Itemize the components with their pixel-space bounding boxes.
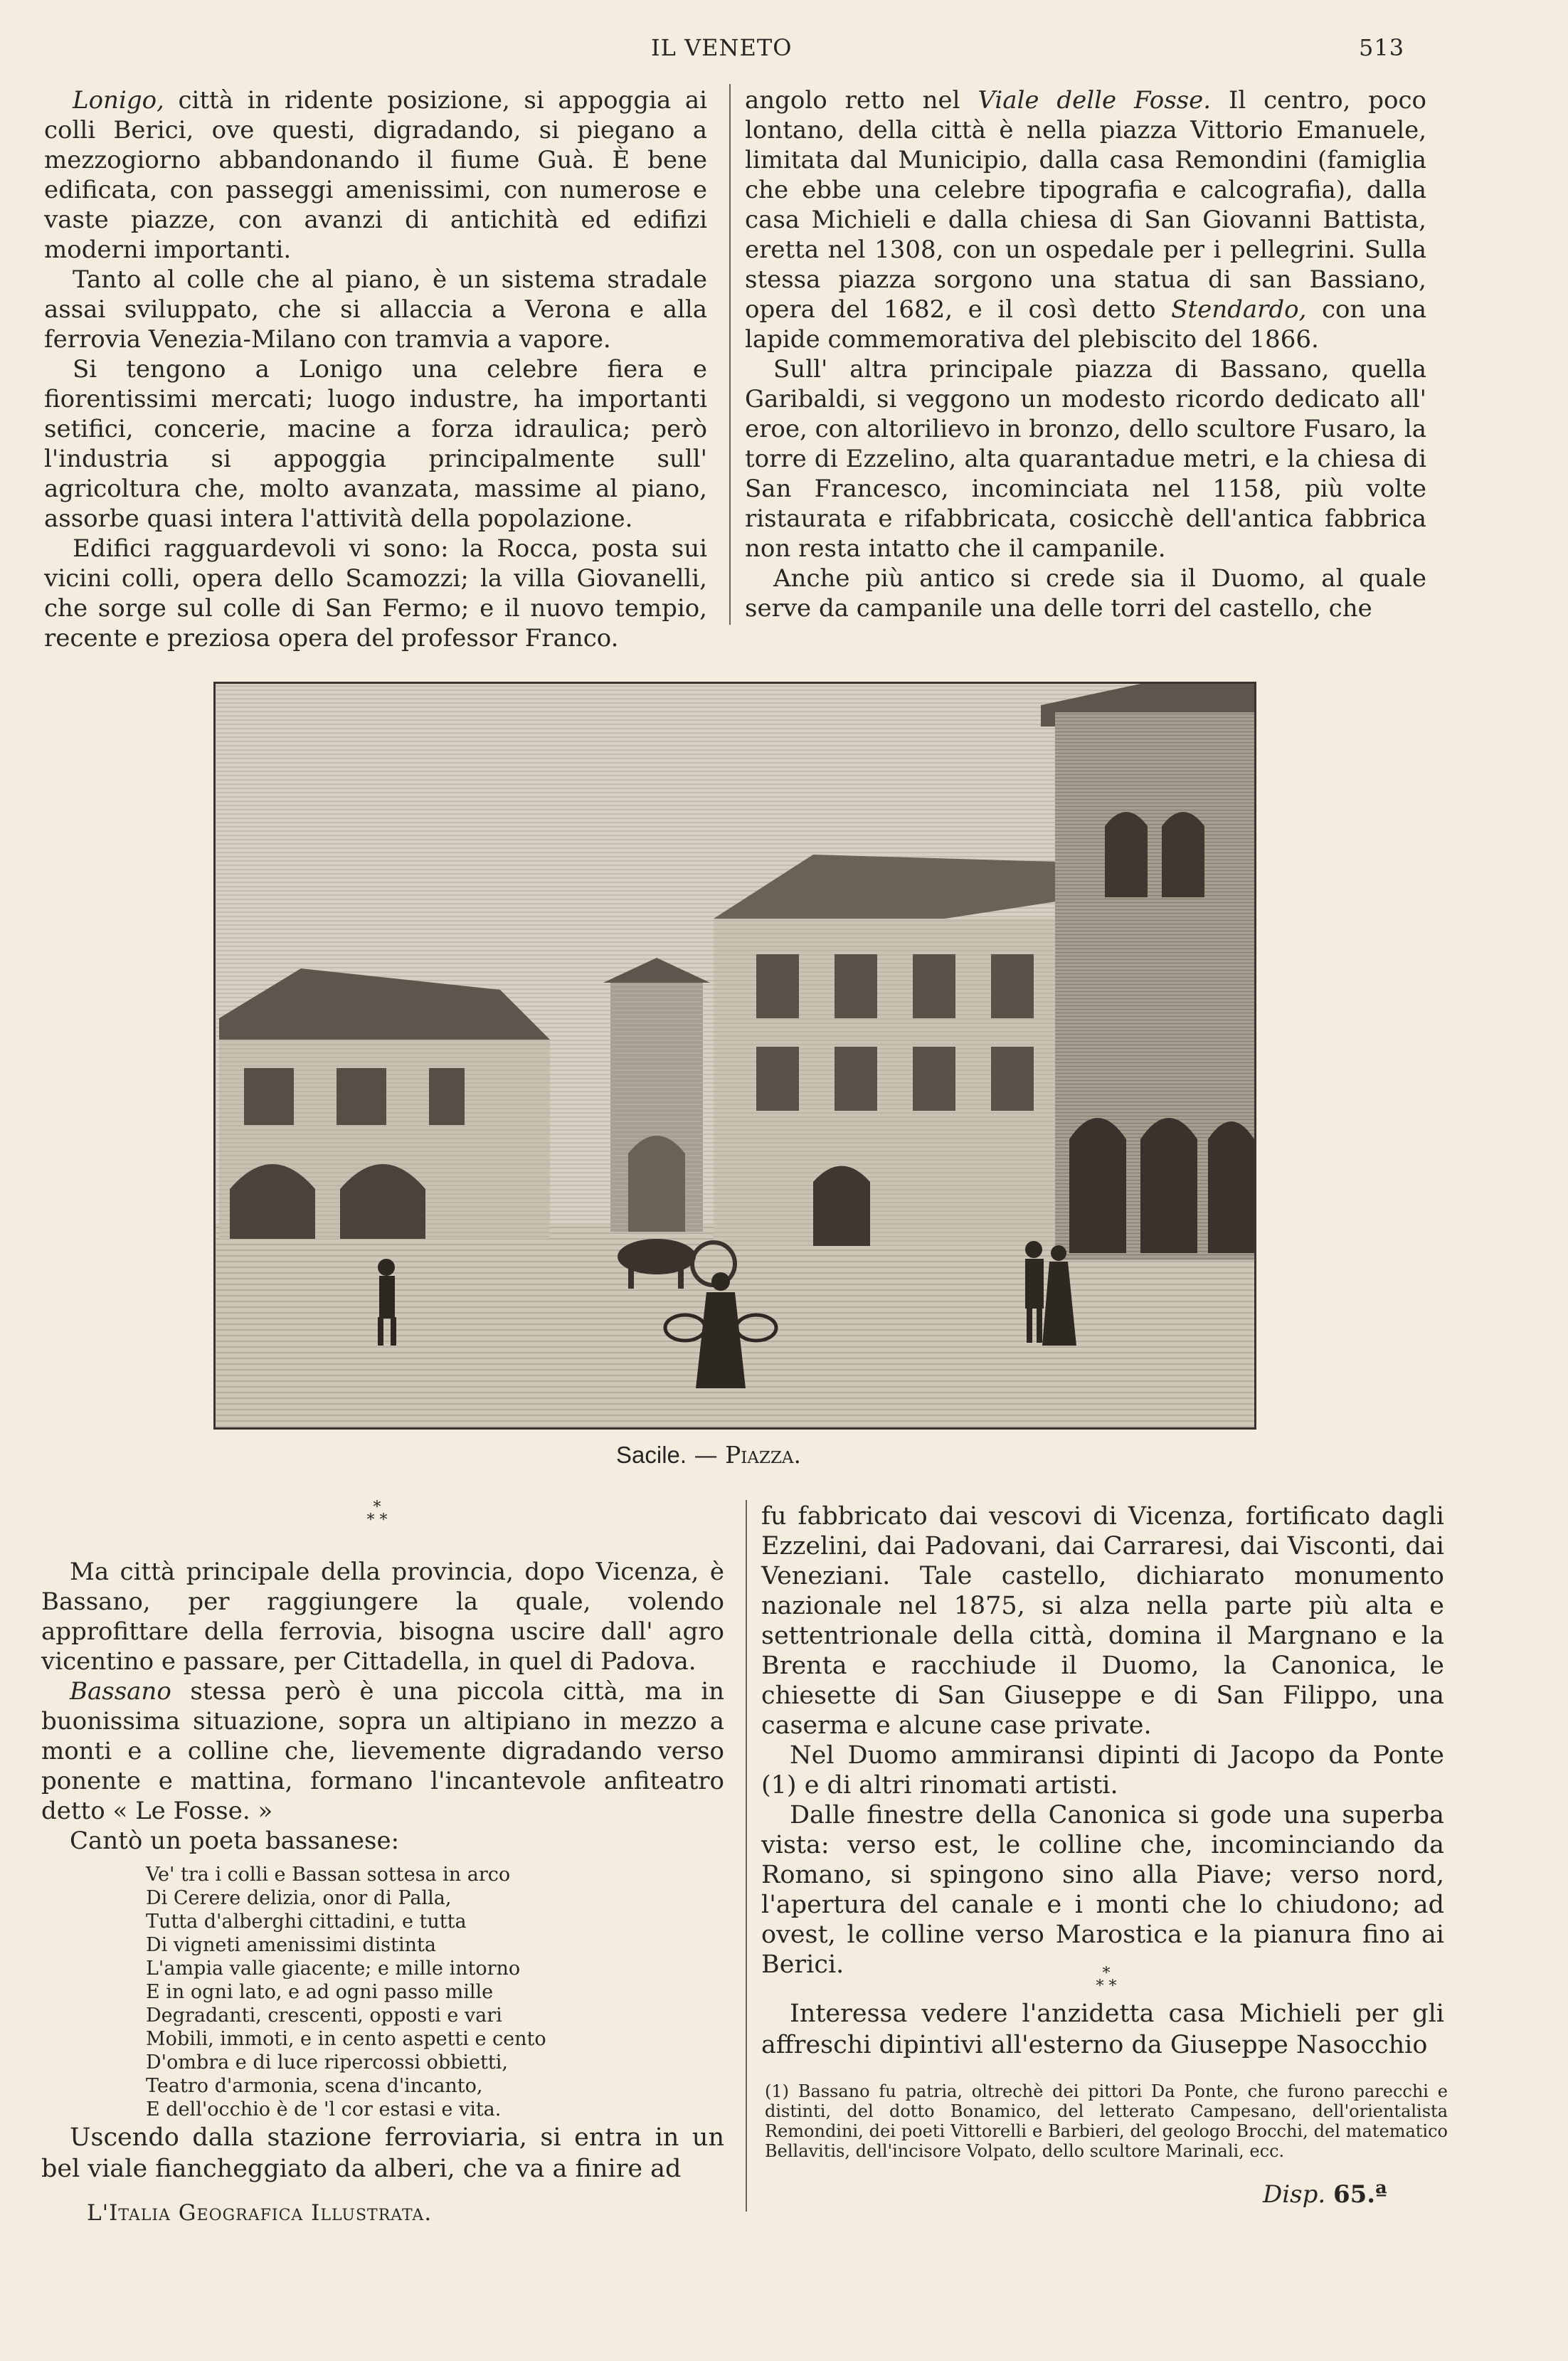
column-left-top: [44, 85, 707, 653]
paragraph-castello: fu fabbricato dai vescovi di Vicenza, fortificato dagli Ezzelini, dai Padovani, dai Carraresi, dai Visconti, dai Veneziani. Tale castello, dichiarato monumento nazionale nel 1875, si alza nella parte più alta e settentrionale della città, domina il Margnano e la Brenta e racchiude il Duomo, la Canonica, le chiesette di San Giuseppe e di San Filippo, una caserma e alcune case private.: [761, 1502, 1444, 1740]
paragraph-duomo: Anche più antico si crede sia il Duomo, al quale serve da campanile una delle torri del castello, che: [745, 564, 1426, 623]
street-name: Viale delle Fosse.: [978, 86, 1212, 115]
paragraph-buildings: Edifici ragguardevoli vi sono: la Rocca, posta sui vicini colli, opera dello Scamozzi; la villa Giovanelli, che sorge sul colle di San Fermo; e il nuovo tempio, recente e preziosa opera del professor Franco.: [44, 534, 707, 653]
paragraph-poet: Cantò un poeta bassanese:: [70, 1827, 400, 1855]
section-asterisks: * * *: [366, 1499, 388, 1529]
dispensa-label: Disp.: [1263, 2180, 1326, 2209]
publication-title: L'Italia Geografica Illustrata.: [87, 2200, 433, 2226]
text-segment: con una lapide commemorativa del plebiscito del 1866.: [745, 295, 1426, 354]
poem-line: Ve' tra i colli e Bassan sottesa in arco: [146, 1864, 511, 1886]
paragraph-lonigo: città in ridente posizione, si appoggia ai colli Berici, ove questi, digradando, si piegano a mezzogiorno abbandonando il fiume Guà. È bene edificata, con passeggi amenissimi, con numerose e vaste piazze, con avanzi di antichità ed edifizi moderni importanti.: [44, 86, 708, 264]
section-asterisks-right: * * *: [1096, 1965, 1117, 1995]
footnote-text: (1) Bassano fu patria, oltrechè dei pittori Da Ponte, che furono parecchi e distinti, del dotto Bonamico, del letterato Campesano, dell'orientalista Remondini, dei poeti Vittorelli e Barbieri, del geologo Brocchi, del matematico Bellavitis, dell'incisore Volpato, dello scultore Marinali, ecc.: [765, 2081, 1448, 2161]
piazza-illustration: [216, 684, 1254, 1427]
running-title: IL VENETO: [651, 34, 793, 61]
poem-line: E dell'occhio è de 'l cor estasi e vita.: [146, 2098, 502, 2120]
column-right-top: [745, 85, 1426, 623]
engraving-sacile-piazza: [213, 682, 1256, 1430]
dispensa: [1263, 2180, 1387, 2209]
poem-line: Tutta d'alberghi cittadini, e tutta: [146, 1911, 467, 1933]
column-right-bottom: [761, 1501, 1444, 1980]
paragraph-duomo-paintings: Nel Duomo ammiransi dipinti di Jacopo da Ponte (1) e di altri rinomati artisti.: [761, 1741, 1444, 1800]
paragraph-station: [41, 2122, 724, 2185]
paragraph-bassano: stessa però è una piccola città, ma in buonissima situazione, sopra un altipiano in mezzo a monti e a colline che, lievemente digradando verso ponente e mattina, formano l'incantevole anfiteatro detto « Le Fosse. »: [41, 1677, 724, 1825]
text-segment: angolo retto nel: [745, 86, 960, 115]
figure-caption: [616, 1441, 801, 1469]
paragraph-fair: Si tengono a Lonigo una celebre fiera e fiorentissimi mercati; luogo industre, ha importanti setifici, concerie, macine a forza idraulica; però l'industria si appoggia principalmente sull' agricoltura che, molto avanzata, massime al piano, assorbe quasi intera l'attività della popolazione.: [44, 355, 707, 533]
footnote: [765, 2081, 1448, 2161]
paragraph-michieli: Interessa vedere l'anzidetta casa Michieli per gli affreschi dipintivi all'esterno da Giuseppe Nasocchio: [761, 2000, 1444, 2059]
poem-line: Degradanti, crescenti, opposti e vari: [146, 2005, 502, 2027]
caption-subject: Piazza.: [725, 1441, 802, 1469]
place-name-lonigo: Lonigo,: [73, 86, 164, 115]
column-divider-top: [729, 84, 731, 625]
poem-line: Di vigneti amenissimi distinta: [146, 1934, 436, 1956]
poem: [146, 1863, 658, 2121]
paragraph-road-system: Tanto al colle che al piano, è un sistema stradale assai sviluppato, che si allaccia a Verona e alla ferrovia Venezia-Milano con tramvia a vapore.: [44, 265, 707, 354]
paragraph-michieli-wrap: [761, 1998, 1444, 2061]
place-name-bassano: Bassano: [70, 1677, 171, 1706]
paragraph-garibaldi: Sull' altra principale piazza di Bassano, quella Garibaldi, si veggono un modesto ricordo dedicato all' eroe, con altorilievo in bronzo, dello scultore Fusaro, la torre di Ezzelino, alta quarantadue metri, e la chiesa di San Francesco, incominciata nel 1158, più volte ristaurata e rifabbricata, cosicchè dell'antica fabbrica non resta intatto che il campanile.: [745, 355, 1426, 563]
poem-line: Di Cerere delizia, onor di Palla,: [146, 1887, 452, 1909]
text-segment: Il centro, poco lontano, della città è nella piazza Vittorio Emanuele, limitata dal Municipio, dalla casa Remondini (famiglia che ebbe una celebre tipografia e calcografia), dalla casa Michieli e dalla chiesa di San Giovanni Battista, eretta nel 1308, con un ospedale per i pellegrini. Sulla stessa piazza sorgono una statua di san Bassiano, opera del 1682, e il così detto: [745, 86, 1426, 324]
poem-line: Teatro d'armonia, scena d'incanto,: [146, 2075, 483, 2097]
poem-line: L'ampia valle giacente; e mille intorno: [146, 1958, 521, 1980]
paragraph-station-text: Uscendo dalla stazione ferroviaria, si entra in un bel viale fiancheggiato da alberi, che va a finire ad: [41, 2123, 724, 2183]
paragraph-canonica-view: Dalle finestre della Canonica si gode una superba vista: verso est, le colline che, incominciando da Romano, si spingono sino alla Piave; verso nord, l'apertura del canale e i monti che lo chiudono; ad ovest, le colline verso Marostica e la pianura fino ai Berici.: [761, 1801, 1444, 1979]
caption-dash: —: [694, 1441, 718, 1469]
page-number: 513: [1359, 34, 1405, 61]
column-left-bottom: [41, 1557, 724, 1856]
poem-line: E in ogni lato, e ad ogni passo mille: [146, 1981, 494, 2003]
poem-line: D'ombra e di luce ripercossi obbietti,: [146, 2051, 508, 2074]
paragraph-bassano-intro: Ma città principale della provincia, dopo Vicenza, è Bassano, per raggiungere la quale, volendo approfittare della ferrovia, bisogna uscire dall' agro vicentino e passare, per Cittadella, in quel di Padova.: [41, 1558, 724, 1676]
column-divider-bottom: [746, 1500, 747, 2212]
poem-line: Mobili, immoti, e in cento aspetti e cento: [146, 2028, 546, 2050]
caption-place: Sacile.: [616, 1442, 687, 1468]
monument-name: Stendardo,: [1171, 295, 1307, 324]
dispensa-number: 65.ª: [1333, 2180, 1387, 2209]
